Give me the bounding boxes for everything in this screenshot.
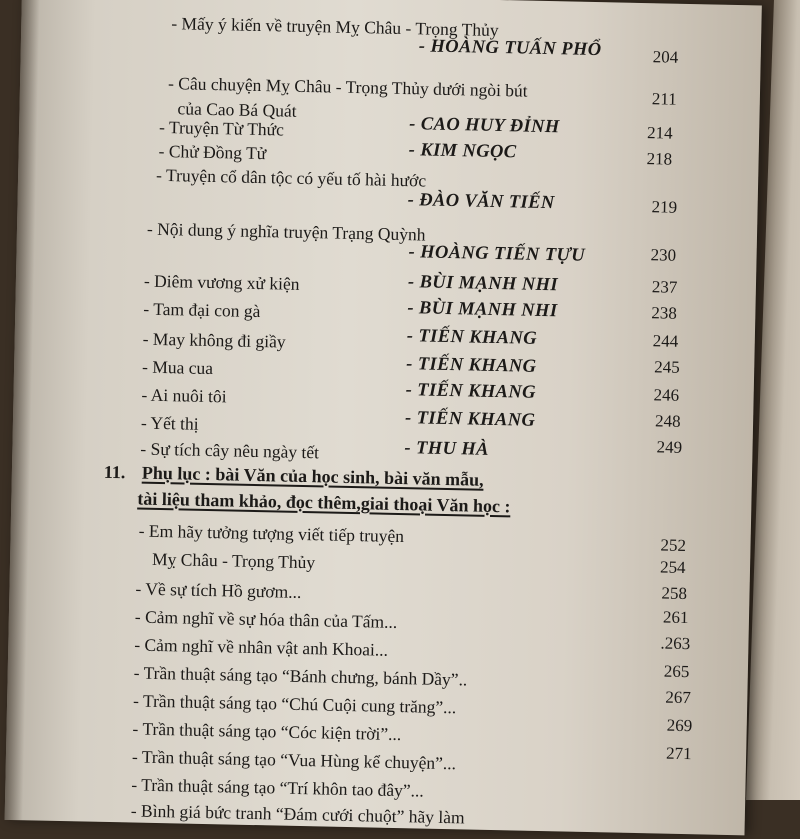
toc-entry-author: - TIẾN KHANG <box>406 354 537 377</box>
toc-entry-page: 218 <box>646 149 673 169</box>
toc-entry-page: 245 <box>654 357 680 377</box>
toc-entry-author: - ĐÀO VĂN TIẾN <box>407 190 555 214</box>
toc-entry-title: - Ai nuôi tôi <box>141 384 227 407</box>
toc-entry-title: - Trần thuật sáng tạo “Trí khôn tao đây”... <box>131 774 424 801</box>
toc-entry-title: - Yết thị <box>140 412 199 434</box>
toc-entry-author: - HOÀNG TIẾN TỰU <box>408 242 586 266</box>
toc-entry-page: 254 <box>659 557 686 578</box>
toc-entry-author: - KIM NGỌC <box>408 140 517 163</box>
toc-entry-page: 238 <box>651 303 678 323</box>
section-title-line2: tài liệu tham khảo, đọc thêm,giai thoại Văn học : <box>137 488 511 517</box>
section-title-line1: Phụ lục : bài Văn của học sinh, bài văn mẫu, <box>141 462 484 490</box>
toc-entry-title: - Cảm nghĩ về nhân vật anh Khoai... <box>134 634 389 660</box>
toc-entry-title: - Chử Đồng Tử <box>158 140 267 164</box>
toc-entry-author: - BÙI MẠNH NHI <box>407 272 559 296</box>
toc-entry-title: - Trần thuật sáng tạo “Cóc kiện trời”... <box>132 718 402 745</box>
toc-entry-author: - TIẾN KHANG <box>404 408 536 431</box>
toc-entry-author: - THU HÀ <box>404 438 490 460</box>
book-page <box>5 0 762 835</box>
toc-entry-title: - May không đi giầy <box>142 328 286 352</box>
toc-entry-title: - Trần thuật sáng tạo “Vua Hùng kể chuyện”... <box>131 746 457 774</box>
toc-entry-page: 267 <box>665 687 692 708</box>
toc-entry-title: - Tam đại con gà <box>143 298 261 322</box>
toc-entry-title: của Cao Bá Quát <box>177 98 297 121</box>
toc-entry-title: - Truyện Từ Thức <box>158 116 285 140</box>
toc-entry-title: - Truyện cổ dân tộc có yếu tố hài hước <box>155 164 427 191</box>
toc-entry-title: - Bình giá bức tranh “Đám cưới chuột” hãy làm <box>130 800 465 828</box>
toc-entry-page: 211 <box>651 89 677 109</box>
toc-entry-page: 252 <box>660 535 687 556</box>
toc-entry-page: 246 <box>653 385 680 405</box>
toc-entry-page: .263 <box>660 633 691 654</box>
toc-entry-page: 269 <box>666 715 693 736</box>
toc-entry-page: 204 <box>652 47 679 67</box>
toc-entry-title: - Về sự tích Hồ gươm... <box>135 578 302 602</box>
toc-entry-page: 244 <box>652 331 679 351</box>
section-number: 11. <box>103 461 126 483</box>
toc-entry-page: 261 <box>662 607 689 628</box>
toc-entry-page: 248 <box>654 411 681 431</box>
toc-entry-title: - Nội dung ý nghĩa truyện Trạng Quỳnh <box>146 218 426 245</box>
toc-entry-author: - TIẾN KHANG <box>405 380 537 403</box>
toc-entry-page: 271 <box>665 743 692 764</box>
toc-entry-title: - Mua cua <box>141 356 214 379</box>
toc-entry-author: - BÙI MẠNH NHI <box>407 298 558 322</box>
toc-entry-page: 214 <box>646 123 673 143</box>
toc-entry-page: 265 <box>663 661 690 682</box>
toc-entry-author: - TIẾN KHANG <box>406 326 538 349</box>
toc-entry-page: 258 <box>661 583 688 604</box>
toc-entry-page: 237 <box>651 277 678 297</box>
toc-entry-title: Mỵ Châu - Trọng Thủy <box>151 548 316 573</box>
toc-entry-title: - Diêm vương xử kiện <box>143 270 300 294</box>
toc-entry-title: - Câu chuyện Mỵ Châu - Trọng Thủy dưới ngòi bút <box>167 73 528 101</box>
toc-entry-title: - Em hãy tưởng tượng viết tiếp truyện <box>138 520 405 547</box>
toc-entry-page: 249 <box>656 437 683 457</box>
toc-entry-title: - Trần thuật sáng tạo “Chú Cuội cung trăng”... <box>132 690 457 718</box>
toc-entry-title: - Cảm nghĩ về sự hóa thân của Tấm... <box>134 606 398 632</box>
toc-entry-title: - Trần thuật sáng tạo “Bánh chưng, bánh Dầy”.. <box>133 662 468 690</box>
toc-entry-page: 230 <box>650 245 677 265</box>
toc-entry-author: - HOÀNG TUẤN PHỔ <box>418 36 602 61</box>
toc-entry-author: - CAO HUY ĐỈNH <box>409 114 560 138</box>
toc-entry-title: - Mấy ý kiến về truyện Mỵ Châu - Trọng Thủy <box>171 13 499 40</box>
toc-entry-title: - Sự tích cây nêu ngày tết <box>140 438 320 463</box>
toc-entry-page: 219 <box>651 197 678 217</box>
